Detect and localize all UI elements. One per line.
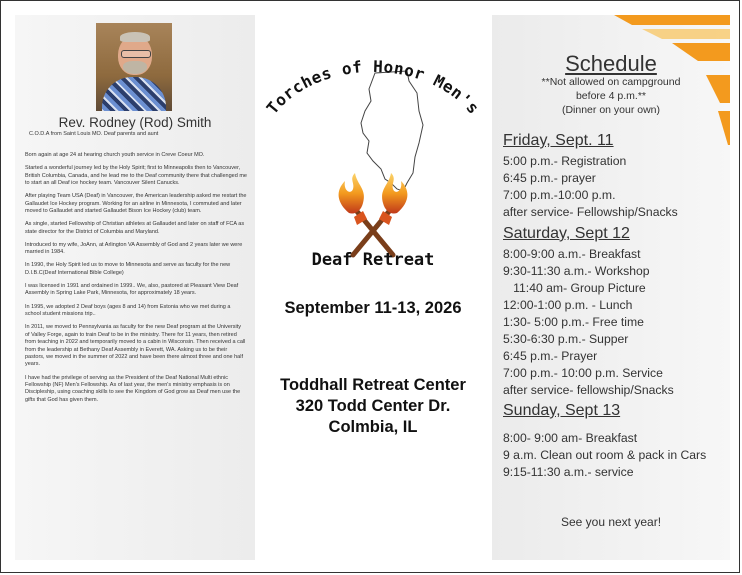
schedule-item: 8:00-9:00 a.m.- Breakfast (503, 247, 641, 261)
schedule-item: 6:45 p.m.- Prayer (503, 349, 598, 363)
sunday-list (503, 430, 728, 481)
schedule-item: 1:30- 5:00 p.m.- Free time (503, 315, 644, 329)
logo-arc-text: Torches of Honor Men's (262, 56, 484, 118)
saturday-heading: Saturday, Sept 12 (503, 225, 630, 242)
schedule-item: 9 a.m. Clean out room & pack in Cars (503, 448, 707, 462)
schedule-item: 8:00- 9:00 am- Breakfast (503, 431, 638, 445)
note-line: before 4 p.m.** (575, 90, 647, 102)
event-panel (257, 15, 489, 560)
bio-paragraph: Started a wonderful journey led by the Holy Spirit; first to Minneapolis then to Vancouver, British Columbia, Canada, and he lead me to the Deaf community there that challenged me to start an all Deaf ice hockey team. Vancouver Silent Canucks. (25, 165, 247, 187)
bio-paragraph: As single, started Fellowship of Christian athletes at Gallaudet and later on staff of FCA as state director for the District of Columbia and Maryland. (25, 221, 245, 235)
venue-name: Toddhall Retreat Center (280, 376, 466, 394)
bio-paragraph: In 2011, we moved to Pennsylvania as faculty for the new Deaf program at the University of Valley Forge, again to train Deaf to be in the ministry. There for 11 years, then retired from teaching in 2022 and temporarily moved to a cabin in Wisconsin. Then received a call from the leadership at Bethany Deaf Assembly in Everett, WA. Asking us to be their pastors, we moved in the summer of 2022 and have been there almost three and one half years. (25, 324, 246, 368)
bio-paragraph: In 1990, the Holy Spirit led us to move to Minnesota and serve as faculty for the new D.I.B.C(Deaf International Bible College) (25, 262, 231, 276)
note-line: (Dinner on your own) (561, 104, 661, 116)
bio-paragraph: In 1995, we adopted 2 Deaf boys (ages 8 and 14) from Estonia who we met during a school student missions trip.. (25, 303, 231, 318)
bio-paragraph: I was licensed in 1991 and ordained in 1999.. We, also, pastored at Pleasant View Deaf Assembly in Spring Lake Park, Minnesota, for approximately 18 years. (25, 283, 239, 297)
schedule-item: 6:45 p.m.- prayer (503, 171, 596, 185)
bio-paragraph: Introduced to my wife, JoAnn, at Arlington VA Assembly of God and 2 years later we were married in 1984. (25, 241, 243, 256)
schedule-title: Schedule (565, 51, 657, 76)
schedule-panel (492, 15, 730, 560)
svg-text:Torches of Honor Men's (263, 57, 484, 118)
schedule-item: after service- Fellowship/Snacks (503, 205, 678, 219)
venue-street: 320 Todd Center Dr. (295, 397, 451, 415)
schedule-note (492, 75, 730, 117)
event-venue (257, 375, 489, 438)
bio-paragraph: Born again at age 24 at hearing church youth service in Creve Coeur MO. (25, 152, 205, 158)
friday-list (503, 153, 728, 221)
schedule-item: 7:00 p.m.- 10:00 p.m. Service (503, 366, 663, 380)
schedule-item: 12:00-1:00 p.m. - Lunch (503, 298, 633, 312)
bio-paragraph: After playing Team USA (Deaf) in Vancouver, the American leadership asked me restart the Gallaudet Ice Hockey program. Working for an airline in Minnesota, I commuted and later moved to Gallaudet and started Gallaudet Bison Ice Hockey (club) team. (25, 193, 247, 215)
friday-heading: Friday, Sept. 11 (503, 132, 614, 149)
schedule-item: 9:15-11:30 a.m.- service (503, 465, 634, 479)
crossed-torches-icon (339, 173, 408, 255)
sunday-heading: Sunday, Sept 13 (503, 402, 621, 419)
venue-city: Colmbia, IL (328, 418, 418, 436)
retreat-logo (257, 33, 489, 283)
pastor-coda: C.O.D.A from Saint Louis MO. Deaf parents and aunt (29, 131, 159, 137)
schedule-item: 7:00 p.m.-10:00 p.m. (503, 188, 616, 202)
note-line: **Not allowed on campground (541, 76, 681, 88)
bio-panel (15, 15, 255, 560)
schedule-item: 5:30-6:30 p.m.- Supper (503, 332, 629, 346)
bio-text (25, 152, 247, 410)
bio-paragraph: I have had the privilege of serving as the President of the Deaf National Multi ethnic Fellowship (NF) Men's Fellowship. As of last year, the men's ministry emphasis is on Discipleship, using coaching skills to see the Kingdom of God grow as Deaf men use the gifts that God has given them. (25, 374, 241, 403)
illinois-map-icon (361, 71, 423, 191)
schedule-item: after service- fellowship/Snacks (503, 383, 674, 397)
schedule-item: 11:40 am- Group Picture (503, 281, 646, 295)
closing-message: See you next year! (560, 515, 662, 529)
schedule-item: 5:00 p.m.- Registration (503, 154, 627, 168)
pastor-photo (96, 23, 172, 111)
saturday-list (503, 246, 728, 399)
logo-subtitle: Deaf Retreat (311, 250, 435, 270)
event-dates: September 11-13, 2026 (284, 299, 462, 317)
schedule-item: 9:30-11:30 a.m.- Workshop (503, 264, 650, 278)
pastor-name: Rev. Rodney (Rod) Smith (58, 115, 212, 130)
